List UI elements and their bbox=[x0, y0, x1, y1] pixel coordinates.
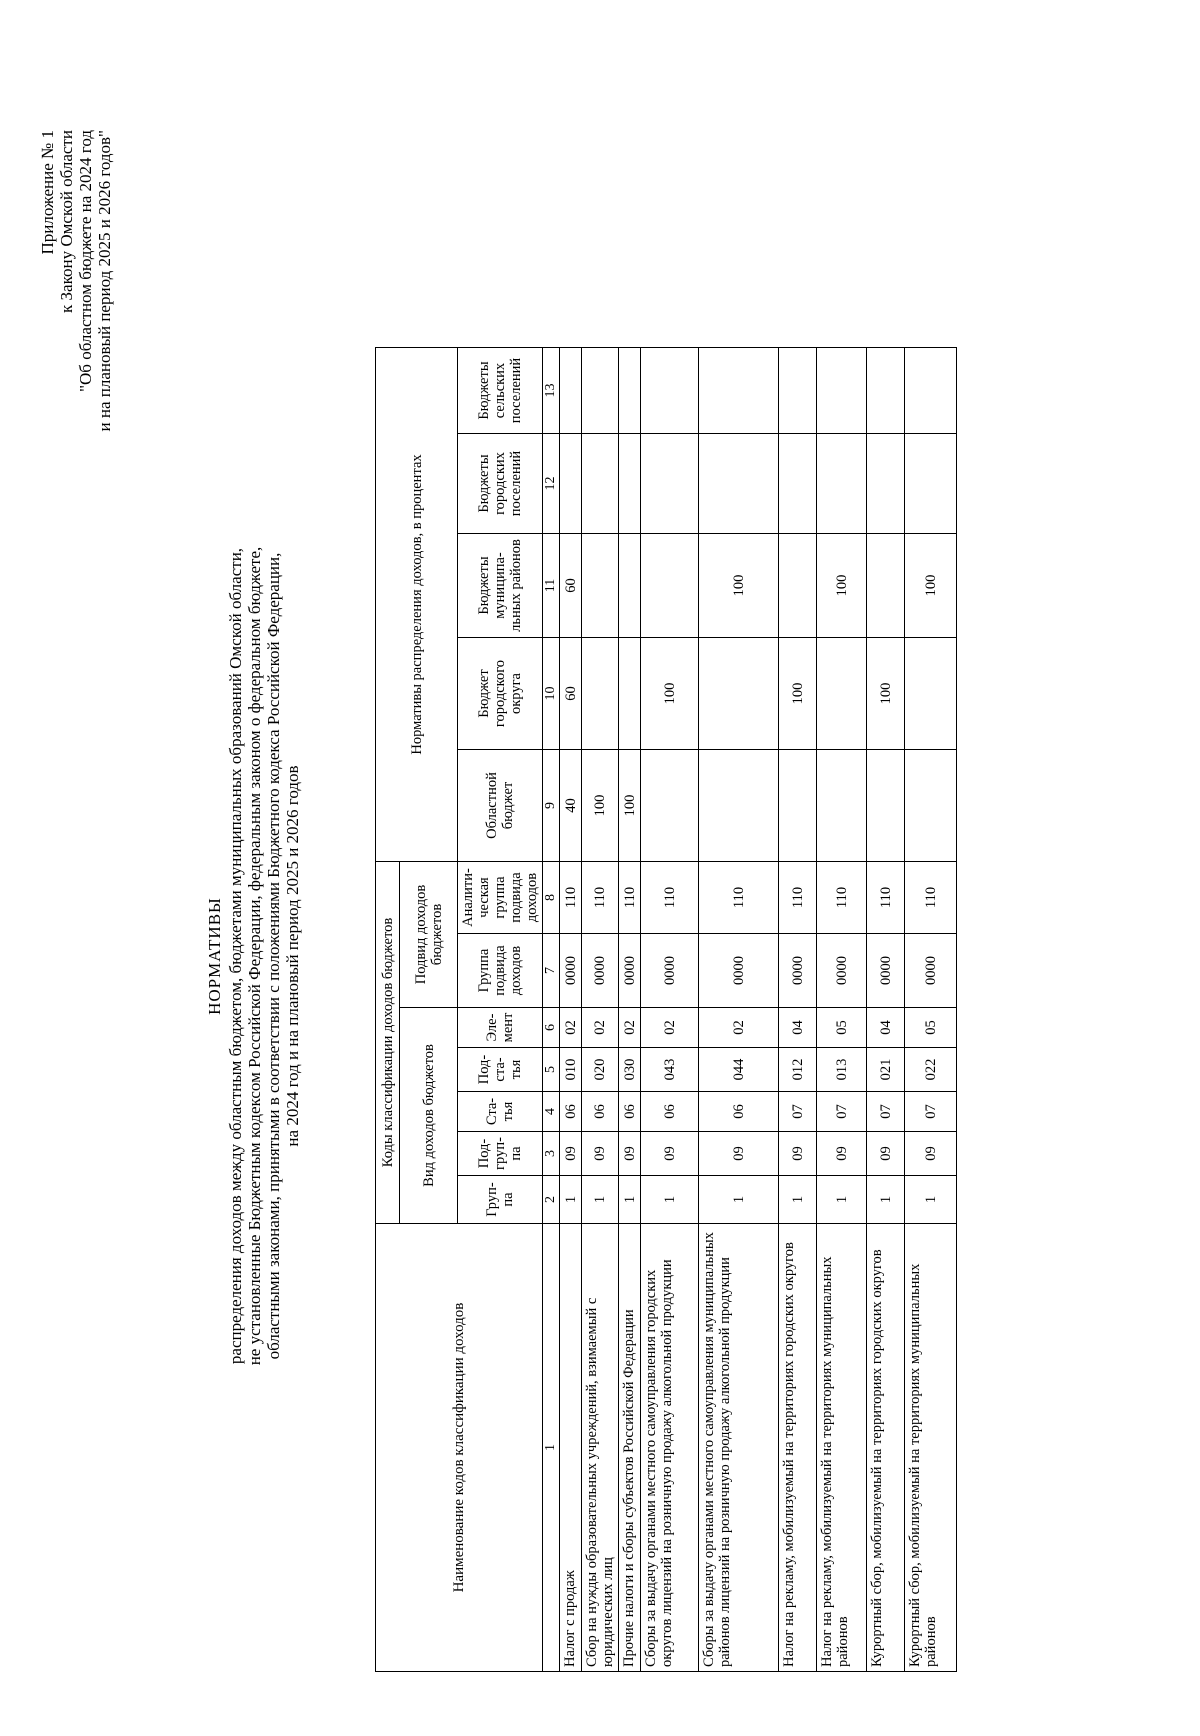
code-cell: 09 bbox=[641, 1132, 699, 1176]
code-cell: 07 bbox=[779, 1092, 817, 1132]
title-line-4: на 2024 год и на плановый период 2025 и 2026 годов bbox=[283, 765, 302, 1147]
header-analytic: Аналити-ческая группа подвида доходов bbox=[458, 862, 543, 934]
code-cell bbox=[699, 750, 779, 862]
code-cell: 110 bbox=[641, 862, 699, 934]
income-name-cell: Сборы за выдачу органами местного самоуправления городских округов лицензий на розничную продажу алкогольной продукции bbox=[641, 1224, 699, 1672]
column-number: 8 bbox=[543, 862, 560, 934]
header-urban-settlements: Бюджеты городских поселений bbox=[458, 434, 543, 534]
code-cell bbox=[867, 750, 905, 862]
code-cell: 110 bbox=[560, 862, 582, 934]
code-cell: 100 bbox=[699, 534, 779, 638]
income-name-cell: Курортный сбор, мобилизуемый на территориях муниципальных районов bbox=[905, 1224, 957, 1672]
code-cell: 09 bbox=[619, 1132, 641, 1176]
code-cell: 100 bbox=[867, 638, 905, 750]
code-cell: 06 bbox=[582, 1092, 619, 1132]
code-cell bbox=[779, 434, 817, 534]
header-regional: Областной бюджет bbox=[458, 750, 543, 862]
code-cell bbox=[699, 638, 779, 750]
code-cell: 021 bbox=[867, 1048, 905, 1092]
header-group: Груп-па bbox=[458, 1176, 543, 1224]
code-cell: 06 bbox=[560, 1092, 582, 1132]
code-cell: 1 bbox=[905, 1176, 957, 1224]
code-cell bbox=[619, 434, 641, 534]
code-cell: 1 bbox=[867, 1176, 905, 1224]
code-cell: 06 bbox=[699, 1092, 779, 1132]
code-cell: 0000 bbox=[867, 934, 905, 1008]
code-cell bbox=[867, 434, 905, 534]
column-number: 11 bbox=[543, 534, 560, 638]
code-cell bbox=[867, 348, 905, 434]
header-city-district: Бюджет городского округа bbox=[458, 638, 543, 750]
code-cell: 0000 bbox=[619, 934, 641, 1008]
code-cell bbox=[582, 434, 619, 534]
appendix-note bbox=[38, 130, 114, 431]
code-cell: 100 bbox=[582, 750, 619, 862]
income-name-cell: Налог на рекламу, мобилизуемый на территориях муниципальных районов bbox=[817, 1224, 867, 1672]
code-cell: 1 bbox=[817, 1176, 867, 1224]
header-name: Наименование кодов классификации доходов bbox=[376, 1224, 543, 1672]
code-cell bbox=[582, 638, 619, 750]
code-cell: 1 bbox=[560, 1176, 582, 1224]
table-row bbox=[867, 348, 905, 1672]
code-cell: 100 bbox=[619, 750, 641, 862]
table-row bbox=[582, 348, 619, 1672]
code-cell: 09 bbox=[817, 1132, 867, 1176]
code-cell bbox=[699, 434, 779, 534]
code-cell: 0000 bbox=[817, 934, 867, 1008]
column-number: 7 bbox=[543, 934, 560, 1008]
code-cell bbox=[817, 434, 867, 534]
code-cell: 012 bbox=[779, 1048, 817, 1092]
code-cell bbox=[905, 750, 957, 862]
code-cell: 07 bbox=[867, 1092, 905, 1132]
table-row bbox=[560, 348, 582, 1672]
code-cell bbox=[582, 348, 619, 434]
table-row bbox=[817, 348, 867, 1672]
code-cell: 0000 bbox=[641, 934, 699, 1008]
appendix-line-4: и на плановый период 2025 и 2026 годов" bbox=[95, 130, 114, 432]
header-article: Ста-тья bbox=[458, 1092, 543, 1132]
code-cell: 100 bbox=[817, 534, 867, 638]
code-cell bbox=[560, 348, 582, 434]
code-cell bbox=[817, 638, 867, 750]
title-heading: НОРМАТИВЫ bbox=[205, 897, 224, 1015]
code-cell: 02 bbox=[619, 1008, 641, 1048]
column-number: 10 bbox=[543, 638, 560, 750]
code-cell: 04 bbox=[779, 1008, 817, 1048]
code-cell: 1 bbox=[619, 1176, 641, 1224]
code-cell bbox=[867, 534, 905, 638]
code-cell: 1 bbox=[779, 1176, 817, 1224]
column-number: 1 bbox=[543, 1224, 560, 1672]
appendix-line-2: к Закону Омской области bbox=[57, 130, 76, 313]
code-cell: 07 bbox=[817, 1092, 867, 1132]
header-municipal: Бюджеты муниципа-льных районов bbox=[458, 534, 543, 638]
code-cell: 110 bbox=[817, 862, 867, 934]
code-cell bbox=[641, 534, 699, 638]
code-cell bbox=[905, 348, 957, 434]
code-cell: 02 bbox=[582, 1008, 619, 1048]
income-name-cell: Налог на рекламу, мобилизуемый на территориях городских округов bbox=[779, 1224, 817, 1672]
code-cell bbox=[779, 348, 817, 434]
table-row bbox=[779, 348, 817, 1672]
code-cell bbox=[641, 750, 699, 862]
code-cell: 0000 bbox=[560, 934, 582, 1008]
code-cell bbox=[641, 348, 699, 434]
code-cell bbox=[582, 534, 619, 638]
income-name-cell: Прочие налоги и сборы субъектов Российской Федерации bbox=[619, 1224, 641, 1672]
code-cell bbox=[905, 434, 957, 534]
code-cell bbox=[779, 534, 817, 638]
code-cell: 1 bbox=[641, 1176, 699, 1224]
code-cell: 60 bbox=[560, 638, 582, 750]
table-row bbox=[619, 348, 641, 1672]
header-subarticle: Под-ста-тья bbox=[458, 1048, 543, 1092]
code-cell: 010 bbox=[560, 1048, 582, 1092]
code-cell bbox=[779, 750, 817, 862]
code-cell: 09 bbox=[905, 1132, 957, 1176]
code-cell: 06 bbox=[619, 1092, 641, 1132]
code-cell: 110 bbox=[905, 862, 957, 934]
code-cell bbox=[619, 638, 641, 750]
income-name-cell: Сборы за выдачу органами местного самоуправления муниципальных районов лицензий на розничную продажу алкогольной продукции bbox=[699, 1224, 779, 1672]
code-cell bbox=[905, 638, 957, 750]
code-cell bbox=[560, 434, 582, 534]
column-number: 2 bbox=[543, 1176, 560, 1224]
title-line-3: областными законами, принятыми в соответствии с положениями Бюджетного кодекса Российской Федерации, bbox=[264, 552, 283, 1360]
code-cell: 04 bbox=[867, 1008, 905, 1048]
code-cell: 02 bbox=[560, 1008, 582, 1048]
code-cell bbox=[619, 348, 641, 434]
header-norms: Нормативы распределения доходов, в процентах bbox=[376, 348, 458, 862]
code-cell: 110 bbox=[619, 862, 641, 934]
title-line-1: распределения доходов между областным бюджетом, бюджетами муниципальных образований Омской области, bbox=[226, 547, 245, 1365]
column-number: 12 bbox=[543, 434, 560, 534]
code-cell bbox=[817, 750, 867, 862]
code-cell: 110 bbox=[867, 862, 905, 934]
code-cell: 09 bbox=[560, 1132, 582, 1176]
column-number: 9 bbox=[543, 750, 560, 862]
code-cell: 100 bbox=[779, 638, 817, 750]
header-podvid-group: Группа подвида доходов bbox=[458, 934, 543, 1008]
code-cell: 60 bbox=[560, 534, 582, 638]
header-subgroup: Под-груп-па bbox=[458, 1132, 543, 1176]
column-number: 13 bbox=[543, 348, 560, 434]
code-cell: 0000 bbox=[905, 934, 957, 1008]
column-number: 3 bbox=[543, 1132, 560, 1176]
table-body bbox=[543, 348, 957, 1672]
code-cell: 030 bbox=[619, 1048, 641, 1092]
column-number: 6 bbox=[543, 1008, 560, 1048]
appendix-line-1: Приложение № 1 bbox=[38, 130, 57, 255]
code-cell: 1 bbox=[699, 1176, 779, 1224]
code-cell bbox=[641, 434, 699, 534]
code-cell: 043 bbox=[641, 1048, 699, 1092]
code-cell: 07 bbox=[905, 1092, 957, 1132]
table-row bbox=[641, 348, 699, 1672]
code-cell: 09 bbox=[779, 1132, 817, 1176]
code-cell: 0000 bbox=[779, 934, 817, 1008]
code-cell: 06 bbox=[641, 1092, 699, 1132]
code-cell: 044 bbox=[699, 1048, 779, 1092]
code-cell: 0000 bbox=[699, 934, 779, 1008]
code-cell: 05 bbox=[905, 1008, 957, 1048]
title-line-2: не установленные Бюджетным кодексом Российской Федерации, федеральным законом о федеральном бюджете, bbox=[245, 546, 264, 1366]
code-cell: 100 bbox=[641, 638, 699, 750]
code-cell: 020 bbox=[582, 1048, 619, 1092]
code-cell: 110 bbox=[779, 862, 817, 934]
code-cell: 100 bbox=[905, 534, 957, 638]
header-element: Эле-мент bbox=[458, 1008, 543, 1048]
table-row bbox=[905, 348, 957, 1672]
header-vid: Вид доходов бюджетов bbox=[400, 1008, 458, 1224]
code-cell: 110 bbox=[582, 862, 619, 934]
code-cell: 022 bbox=[905, 1048, 957, 1092]
document-title bbox=[205, 506, 302, 1406]
code-cell: 09 bbox=[582, 1132, 619, 1176]
code-cell: 09 bbox=[699, 1132, 779, 1176]
code-cell bbox=[619, 534, 641, 638]
code-cell: 02 bbox=[641, 1008, 699, 1048]
code-cell: 02 bbox=[699, 1008, 779, 1048]
code-cell: 110 bbox=[699, 862, 779, 934]
header-rural-settlements: Бюджеты сельских поселений bbox=[458, 348, 543, 434]
header-podvid: Подвид доходов бюджетов bbox=[400, 862, 458, 1008]
column-number: 4 bbox=[543, 1092, 560, 1132]
code-cell bbox=[699, 348, 779, 434]
norms-table bbox=[375, 347, 957, 1672]
code-cell: 05 bbox=[817, 1008, 867, 1048]
income-name-cell: Курортный сбор, мобилизуемый на территориях городских округов bbox=[867, 1224, 905, 1672]
income-name-cell: Налог с продаж bbox=[560, 1224, 582, 1672]
code-cell bbox=[817, 348, 867, 434]
appendix-line-3: "Об областном бюджете на 2024 год bbox=[76, 130, 95, 392]
column-numbers-row bbox=[543, 348, 560, 1672]
code-cell: 40 bbox=[560, 750, 582, 862]
code-cell: 0000 bbox=[582, 934, 619, 1008]
code-cell: 09 bbox=[867, 1132, 905, 1176]
income-name-cell: Сбор на нужды образовательных учреждений, взимаемый с юридических лиц bbox=[582, 1224, 619, 1672]
table-row bbox=[699, 348, 779, 1672]
header-codes: Коды классификации доходов бюджетов bbox=[376, 862, 400, 1224]
code-cell: 013 bbox=[817, 1048, 867, 1092]
code-cell: 1 bbox=[582, 1176, 619, 1224]
column-number: 5 bbox=[543, 1048, 560, 1092]
